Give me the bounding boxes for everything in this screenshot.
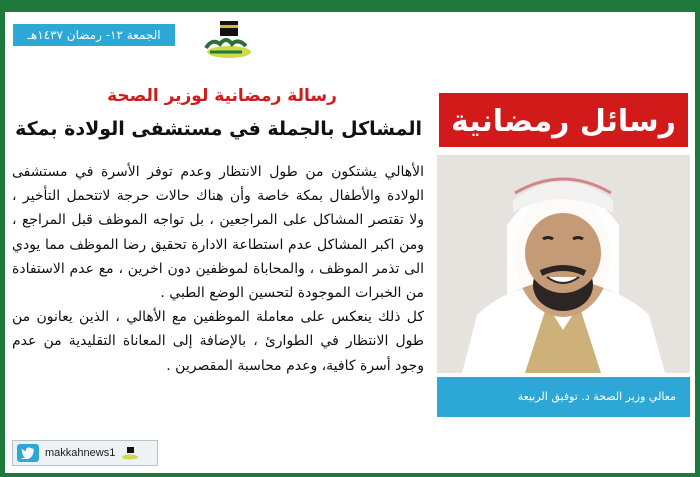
bottom-frame-bar: [0, 473, 700, 477]
date-badge: الجمعة ١٢- رمضان ١٤٣٧هـ: [13, 24, 175, 46]
photo-caption: معالي وزير الصحة د. توفيق الربيعة: [437, 377, 690, 417]
article-body: [12, 160, 424, 378]
right-frame-bar: [695, 12, 700, 477]
minister-photo: [437, 155, 690, 373]
article-subtitle: رسالة رمضانية لوزير الصحة: [107, 86, 337, 106]
twitter-handle-badge[interactable]: [12, 440, 158, 466]
portrait-illustration: [437, 155, 690, 373]
section-kicker: رسائل رمضانية: [437, 91, 690, 149]
makkah-logo: [202, 18, 252, 60]
left-frame-bar: [0, 12, 5, 477]
twitter-icon: [17, 444, 39, 462]
makkah-mini-logo-icon: [121, 446, 139, 460]
article-headline: المشاكل بالجملة في مستشفى الولادة بمكة: [15, 118, 422, 140]
article-paragraph: الأهالي يشتكون من طول الانتظار وعدم توفر الأسرة في مستشفى الولادة والأطفال بمكة خاصة وأن هناك حالات حرجة لاتتحمل التأخير ، ولا تقتصر المشاكل على المراجعين ، بل تواجه الموظف قبل المراجع ، ومن اكبر المشاكل عدم استطاعة الادارة تحقيق رضا الموظف مما يودي الى تذمر الموظف ، والمحاباة لموظفين دون اخرين ، مع عدم الاستفادة من الخبرات الموجودة لتحسين الوضع الطبي .: [12, 164, 424, 302]
twitter-handle-text: makkahnews1: [45, 447, 116, 459]
kaaba-logo-icon: [202, 18, 252, 60]
top-frame-bar: [0, 0, 700, 12]
article-paragraph: كل ذلك ينعكس على معاملة الموظفين مع الأهالي ، الذين يعانون من طول الانتظار في الطوارئ ، بالإضافة إلى المعاناة التقليدية من عدم وجود أسرة كافية، وعدم محاسبة المقصرين .: [12, 309, 424, 374]
